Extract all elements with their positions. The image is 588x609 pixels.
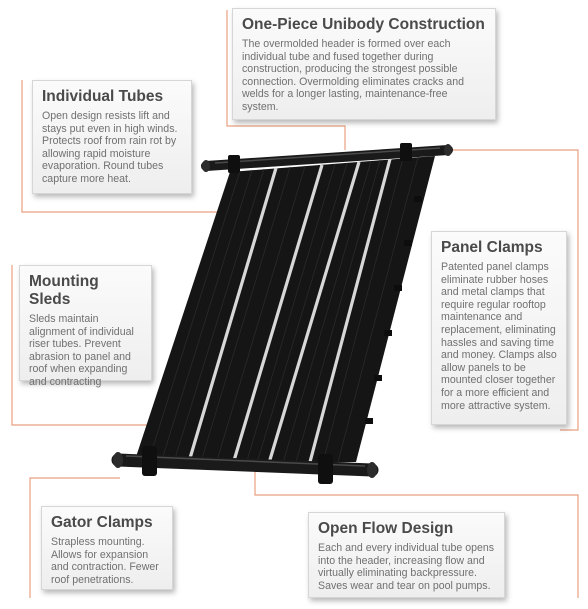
callout-unibody [232, 8, 496, 120]
callout-text: Strapless mounting. Allows for expansion and contraction. Fewer roof penetrations. [51, 536, 159, 586]
callout-text: Sleds maintain alignment of individual riser tubes. Prevent abrasion to panel and roof when expanding and contracting [29, 313, 134, 388]
callout-title: One-Piece Unibody Construction [242, 16, 485, 33]
callout-title: Open Flow Design [318, 520, 454, 537]
solar-panel [113, 143, 452, 484]
callout-title: Individual Tubes [42, 88, 164, 105]
callout-panel-clamps [431, 231, 567, 425]
callout-title: Panel Clamps [441, 239, 543, 256]
callout-title: Gator Clamps [51, 514, 153, 531]
panel-body [133, 156, 435, 466]
callout-open-flow [308, 512, 505, 598]
callout-title: Mounting Sleds [29, 273, 99, 308]
callout-text: The overmolded header is formed over each individual tube and fused together during construction, producing the strongest possible connection. Overmolding eliminates cracks and welds for a longer lasting, maintenance-free system. [242, 38, 464, 113]
callout-individual-tubes [32, 80, 192, 194]
callout-mounting-sleds [19, 265, 152, 388]
callout-text: Each and every individual tube opens into the header, increasing flow and virtually eliminating backpressure. Saves wear and tear on pool pumps. [318, 542, 495, 592]
callout-text: Patented panel clamps eliminate rubber hoses and metal clamps that require regular rooftop maintenance and replacement, eliminating hassles and saving time and money. Clamps also allow panels to be mounted closer together for a more efficient and more attractive system. [441, 261, 557, 412]
callout-text: Open design resists lift and stays put even in high winds. Protects roof from rain rot by allowing rapid moisture evaporation. Round tubes capture more heat. [42, 110, 178, 185]
callout-gator-clamps [41, 506, 173, 590]
